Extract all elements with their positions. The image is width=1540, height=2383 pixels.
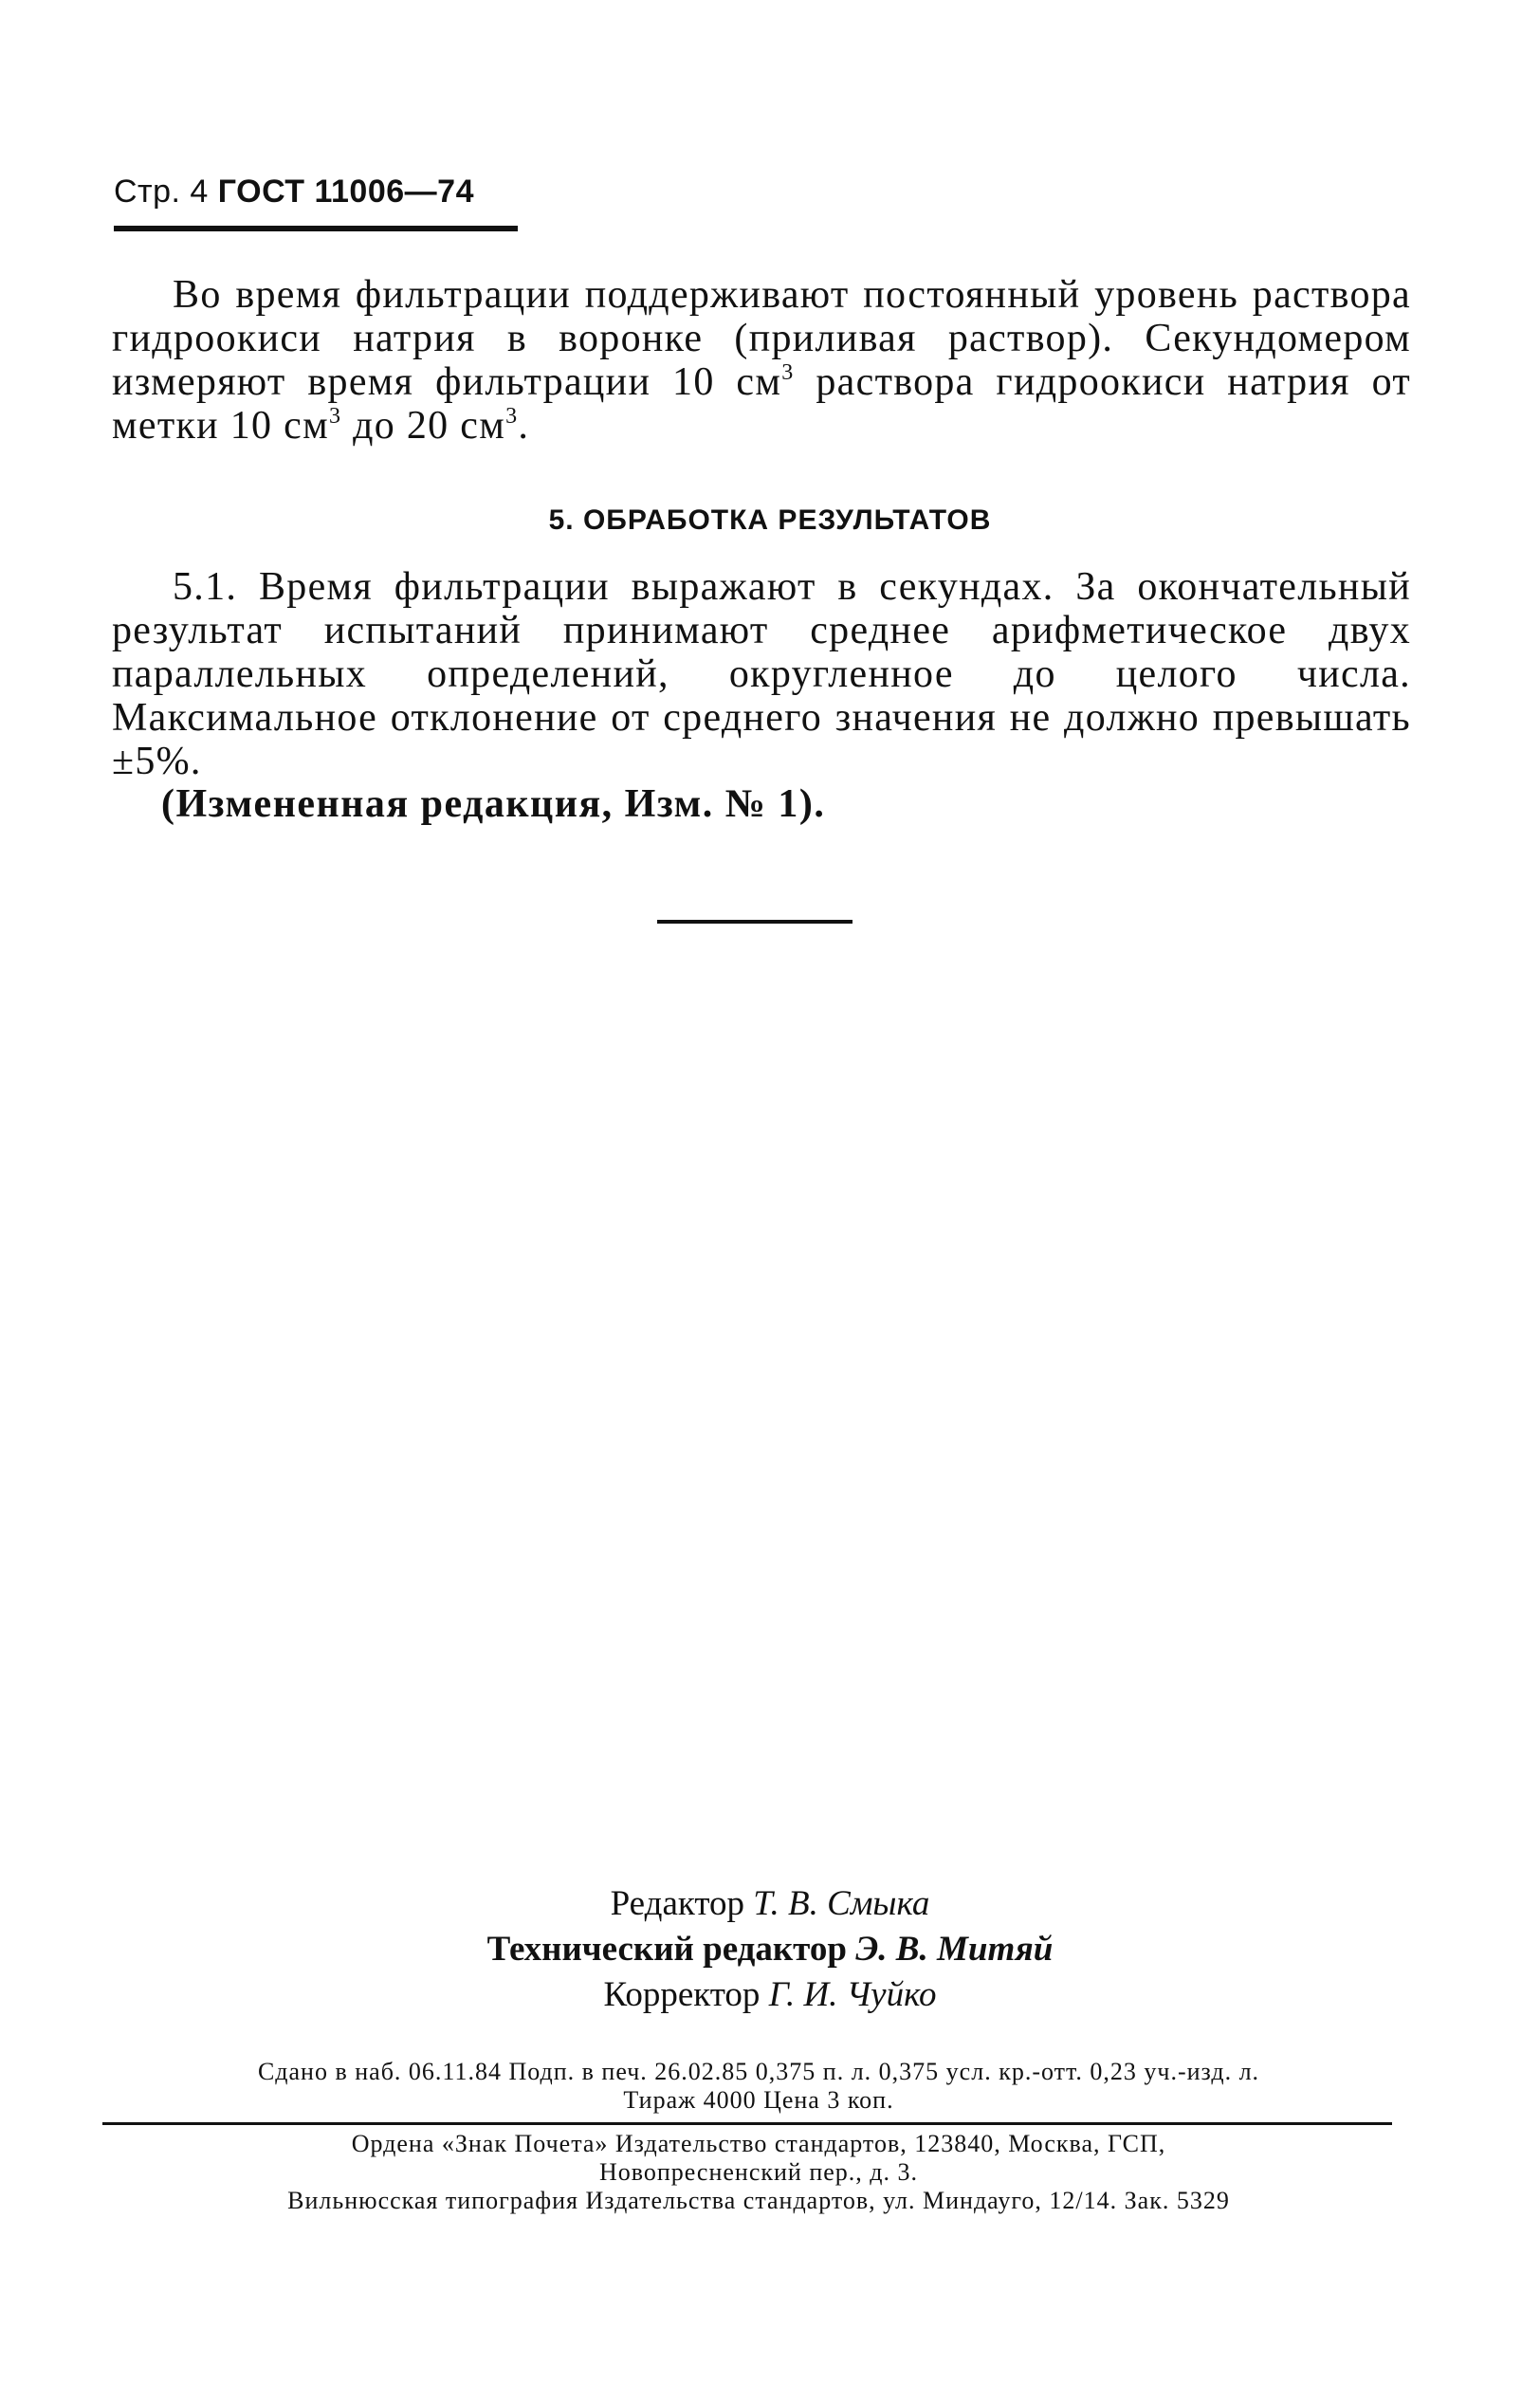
tech-editor-name: Э. В. Митяй — [855, 1930, 1054, 1969]
amendment-note: (Измененная редакция, Изм. № 1). — [161, 782, 826, 826]
standard-code: ГОСТ 11006—74 — [217, 174, 474, 210]
filtration-text-4: . — [518, 404, 530, 448]
filtration-paragraph — [112, 273, 1411, 448]
unit-superscript: 3 — [505, 404, 519, 429]
editor-role: Редактор — [610, 1884, 745, 1923]
tech-editor-line — [0, 1927, 1540, 1972]
page-number-label: Стр. 4 — [114, 174, 209, 210]
unit-superscript: 3 — [328, 404, 342, 429]
proofreader-name: Г. И. Чуйко — [768, 1975, 937, 2014]
filtration-text-1: Во время фильтрации поддерживают постоянный уровень раствора гидроокиси натрия в воронке (приливая раствор). Секундомером измеряют время фильтрации 10 см — [112, 273, 1411, 404]
publisher-line-3: Вильнюсская типография Издательства стандартов, ул. Миндауго, 12/14. Зак. 5329 — [287, 2187, 1230, 2214]
imprint-rule — [102, 2122, 1392, 2125]
page-header — [114, 174, 474, 211]
editor-line — [0, 1881, 1540, 1927]
results-paragraph: 5.1. Время фильтрации выражают в секундах. За окончательный результат испытаний принимают среднее арифметическое двух параллельных определений, округленное до целого числа. Максимальное отклонение от среднего значения не должно превышать ±5%. — [112, 565, 1411, 783]
proofreader-role: Корректор — [603, 1975, 761, 2014]
tech-editor-role: Технический редактор — [486, 1930, 847, 1969]
imprint-line-2: Тираж 4000 Цена 3 коп. — [623, 2086, 894, 2114]
section-divider — [657, 920, 852, 924]
imprint-block — [95, 2058, 1422, 2115]
imprint-line-1: Сдано в наб. 06.11.84 Подп. в печ. 26.02.85 0,375 п. л. 0,375 усл. кр.-отт. 0,23 уч.-изд. л. — [257, 2058, 1260, 2085]
filtration-text-2: раствора гидроокиси натрия от метки 10 см — [112, 360, 1411, 448]
editor-name: Т. В. Смыка — [753, 1884, 930, 1923]
unit-superscript: 3 — [781, 360, 795, 385]
header-rule — [114, 226, 518, 231]
filtration-text-3: до 20 см — [341, 404, 506, 448]
proofreader-line — [0, 1972, 1540, 2018]
section-title: 5. ОБРАБОТКА РЕЗУЛЬТАТОВ — [548, 504, 992, 536]
publisher-line-1: Ордена «Знак Почета» Издательство стандартов, 123840, Москва, ГСП, — [351, 2130, 1166, 2157]
publisher-block — [95, 2130, 1422, 2215]
publisher-line-2: Новопресненский пер., д. 3. — [598, 2158, 919, 2186]
credits-block — [0, 1881, 1540, 2018]
